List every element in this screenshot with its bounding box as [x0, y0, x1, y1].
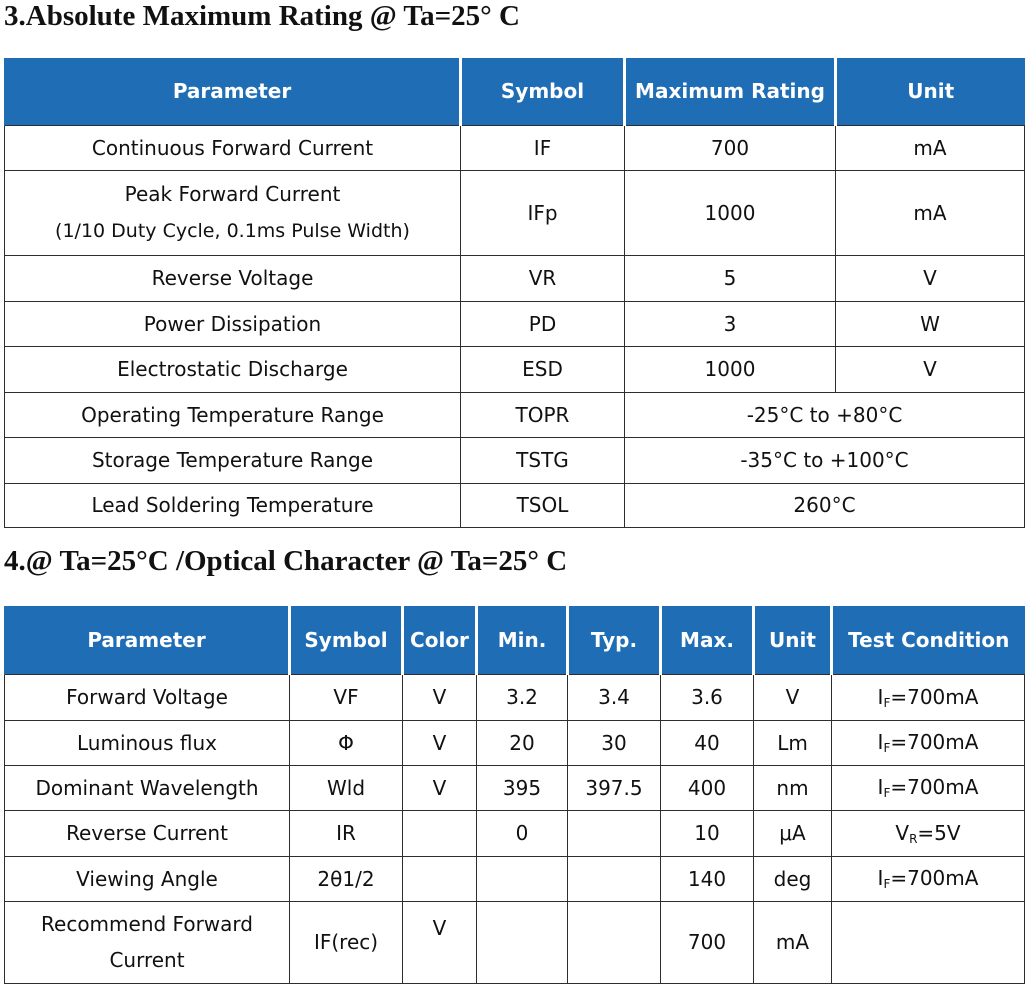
condition-cell [832, 674, 1025, 720]
section-4-title: 4.@ Ta=25°C /Optical Character @ Ta=25° C [4, 545, 568, 577]
param-cell: Reverse Voltage [5, 255, 461, 301]
rating-cell: 5 [625, 255, 836, 301]
color-cell: V [403, 765, 477, 810]
symbol-cell: Wld [290, 765, 403, 810]
param-line-2: Current [109, 948, 185, 972]
max-cell: 140 [661, 856, 754, 901]
param-cell [5, 901, 290, 983]
unit-cell: Lm [754, 720, 832, 765]
unit-cell: W [836, 301, 1025, 346]
table-row [5, 255, 1025, 301]
col-header-parameter: Parameter [5, 606, 290, 674]
typ-cell [568, 810, 661, 856]
col-header-min: Min. [477, 606, 568, 674]
col-header-max: Max. [661, 606, 754, 674]
typ-cell [568, 856, 661, 901]
unit-cell: V [836, 255, 1025, 301]
symbol-cell: 2θ1/2 [290, 856, 403, 901]
table-row [5, 674, 1025, 720]
symbol-cell: PD [461, 301, 625, 346]
max-cell: 40 [661, 720, 754, 765]
condition-main: I [877, 775, 884, 799]
condition-main: I [877, 684, 884, 709]
table-row [5, 810, 1025, 856]
condition-subscript: F [883, 877, 891, 891]
symbol-cell: IR [290, 810, 403, 856]
rating-cell: 1000 [625, 170, 836, 255]
param-line-2: (1/10 Duty Cycle, 0.1ms Pulse Width) [55, 220, 410, 243]
param-cell: Viewing Angle [5, 856, 290, 901]
unit-cell: deg [754, 856, 832, 901]
color-cell: V [403, 674, 477, 720]
col-header-test-condition: Test Condition [832, 606, 1025, 674]
color-cell: V [403, 720, 477, 765]
min-cell [477, 856, 568, 901]
optical-character-table [4, 606, 1025, 984]
max-cell: 400 [661, 765, 754, 810]
param-cell: Continuous Forward Current [5, 125, 461, 170]
table-row [5, 856, 1025, 901]
condition-value: =5V [917, 820, 961, 845]
table-row [5, 483, 1025, 527]
rating-cell: 1000 [625, 346, 836, 392]
col-header-unit: Unit [836, 58, 1025, 125]
typ-cell: 3.4 [568, 674, 661, 720]
param-cell [5, 170, 461, 255]
table-row [5, 346, 1025, 392]
absolute-max-rating-table [4, 58, 1025, 528]
param-cell: Storage Temperature Range [5, 437, 461, 483]
section-3-title: 3.Absolute Maximum Rating @ Ta=25° C [4, 0, 520, 32]
condition-cell [832, 901, 1025, 983]
param-cell: Power Dissipation [5, 301, 461, 346]
rating-cell: 700 [625, 125, 836, 170]
symbol-cell: VF [290, 674, 403, 720]
range-cell: 260°C [625, 483, 1025, 527]
condition-main: I [877, 730, 884, 754]
typ-cell: 30 [568, 720, 661, 765]
table-row [5, 901, 1025, 983]
condition-cell [832, 856, 1025, 901]
param-cell: Lead Soldering Temperature [5, 483, 461, 527]
param-cell: Luminous flux [5, 720, 290, 765]
table-row [5, 301, 1025, 346]
unit-cell: V [754, 674, 832, 720]
condition-subscript: F [883, 741, 891, 755]
max-cell: 10 [661, 810, 754, 856]
col-header-typ: Typ. [568, 606, 661, 674]
table-row [5, 765, 1025, 810]
param-line-1: Recommend Forward [41, 912, 253, 936]
typ-cell: 397.5 [568, 765, 661, 810]
table-row [5, 392, 1025, 437]
symbol-cell: IF [461, 125, 625, 170]
table-row [5, 125, 1025, 170]
symbol-cell: Φ [290, 720, 403, 765]
condition-subscript: F [883, 695, 891, 710]
col-header-color: Color [403, 606, 477, 674]
symbol-cell: IFp [461, 170, 625, 255]
unit-cell: μA [754, 810, 832, 856]
col-header-max-rating: Maximum Rating [625, 58, 836, 125]
min-cell: 0 [477, 810, 568, 856]
condition-value: =700mA [890, 730, 979, 754]
param-cell: Reverse Current [5, 810, 290, 856]
table-row [5, 720, 1025, 765]
min-cell: 3.2 [477, 674, 568, 720]
col-header-symbol: Symbol [290, 606, 403, 674]
min-cell [477, 901, 568, 983]
condition-subscript: F [883, 786, 891, 800]
symbol-cell: ESD [461, 346, 625, 392]
condition-cell [832, 720, 1025, 765]
min-cell: 20 [477, 720, 568, 765]
condition-subscript: R [909, 831, 918, 846]
color-cell: V [403, 901, 477, 983]
symbol-cell: IF(rec) [290, 901, 403, 983]
unit-cell: V [836, 346, 1025, 392]
symbol-cell: TSTG [461, 437, 625, 483]
range-cell: -25°C to +80°C [625, 392, 1025, 437]
unit-cell: nm [754, 765, 832, 810]
table-header-row [5, 606, 1025, 674]
color-cell [403, 810, 477, 856]
typ-cell [568, 901, 661, 983]
condition-value: =700mA [890, 684, 979, 709]
col-header-unit: Unit [754, 606, 832, 674]
range-cell: -35°C to +100°C [625, 437, 1025, 483]
col-header-symbol: Symbol [461, 58, 625, 125]
condition-main: I [877, 866, 884, 890]
symbol-cell: TOPR [461, 392, 625, 437]
unit-cell: mA [836, 125, 1025, 170]
table-header-row [5, 58, 1025, 125]
param-cell: Electrostatic Discharge [5, 346, 461, 392]
condition-value: =700mA [890, 775, 979, 799]
param-cell: Dominant Wavelength [5, 765, 290, 810]
table-row [5, 437, 1025, 483]
symbol-cell: TSOL [461, 483, 625, 527]
unit-cell: mA [754, 901, 832, 983]
col-header-parameter: Parameter [5, 58, 461, 125]
condition-cell [832, 810, 1025, 856]
condition-main: V [895, 820, 910, 845]
param-line-1: Peak Forward Current [124, 182, 341, 207]
symbol-cell: VR [461, 255, 625, 301]
max-cell: 700 [661, 901, 754, 983]
min-cell: 395 [477, 765, 568, 810]
param-cell: Operating Temperature Range [5, 392, 461, 437]
param-cell: Forward Voltage [5, 674, 290, 720]
rating-cell: 3 [625, 301, 836, 346]
condition-value: =700mA [890, 866, 979, 890]
color-cell [403, 856, 477, 901]
max-cell: 3.6 [661, 674, 754, 720]
unit-cell: mA [836, 170, 1025, 255]
table-row [5, 170, 1025, 255]
condition-cell [832, 765, 1025, 810]
